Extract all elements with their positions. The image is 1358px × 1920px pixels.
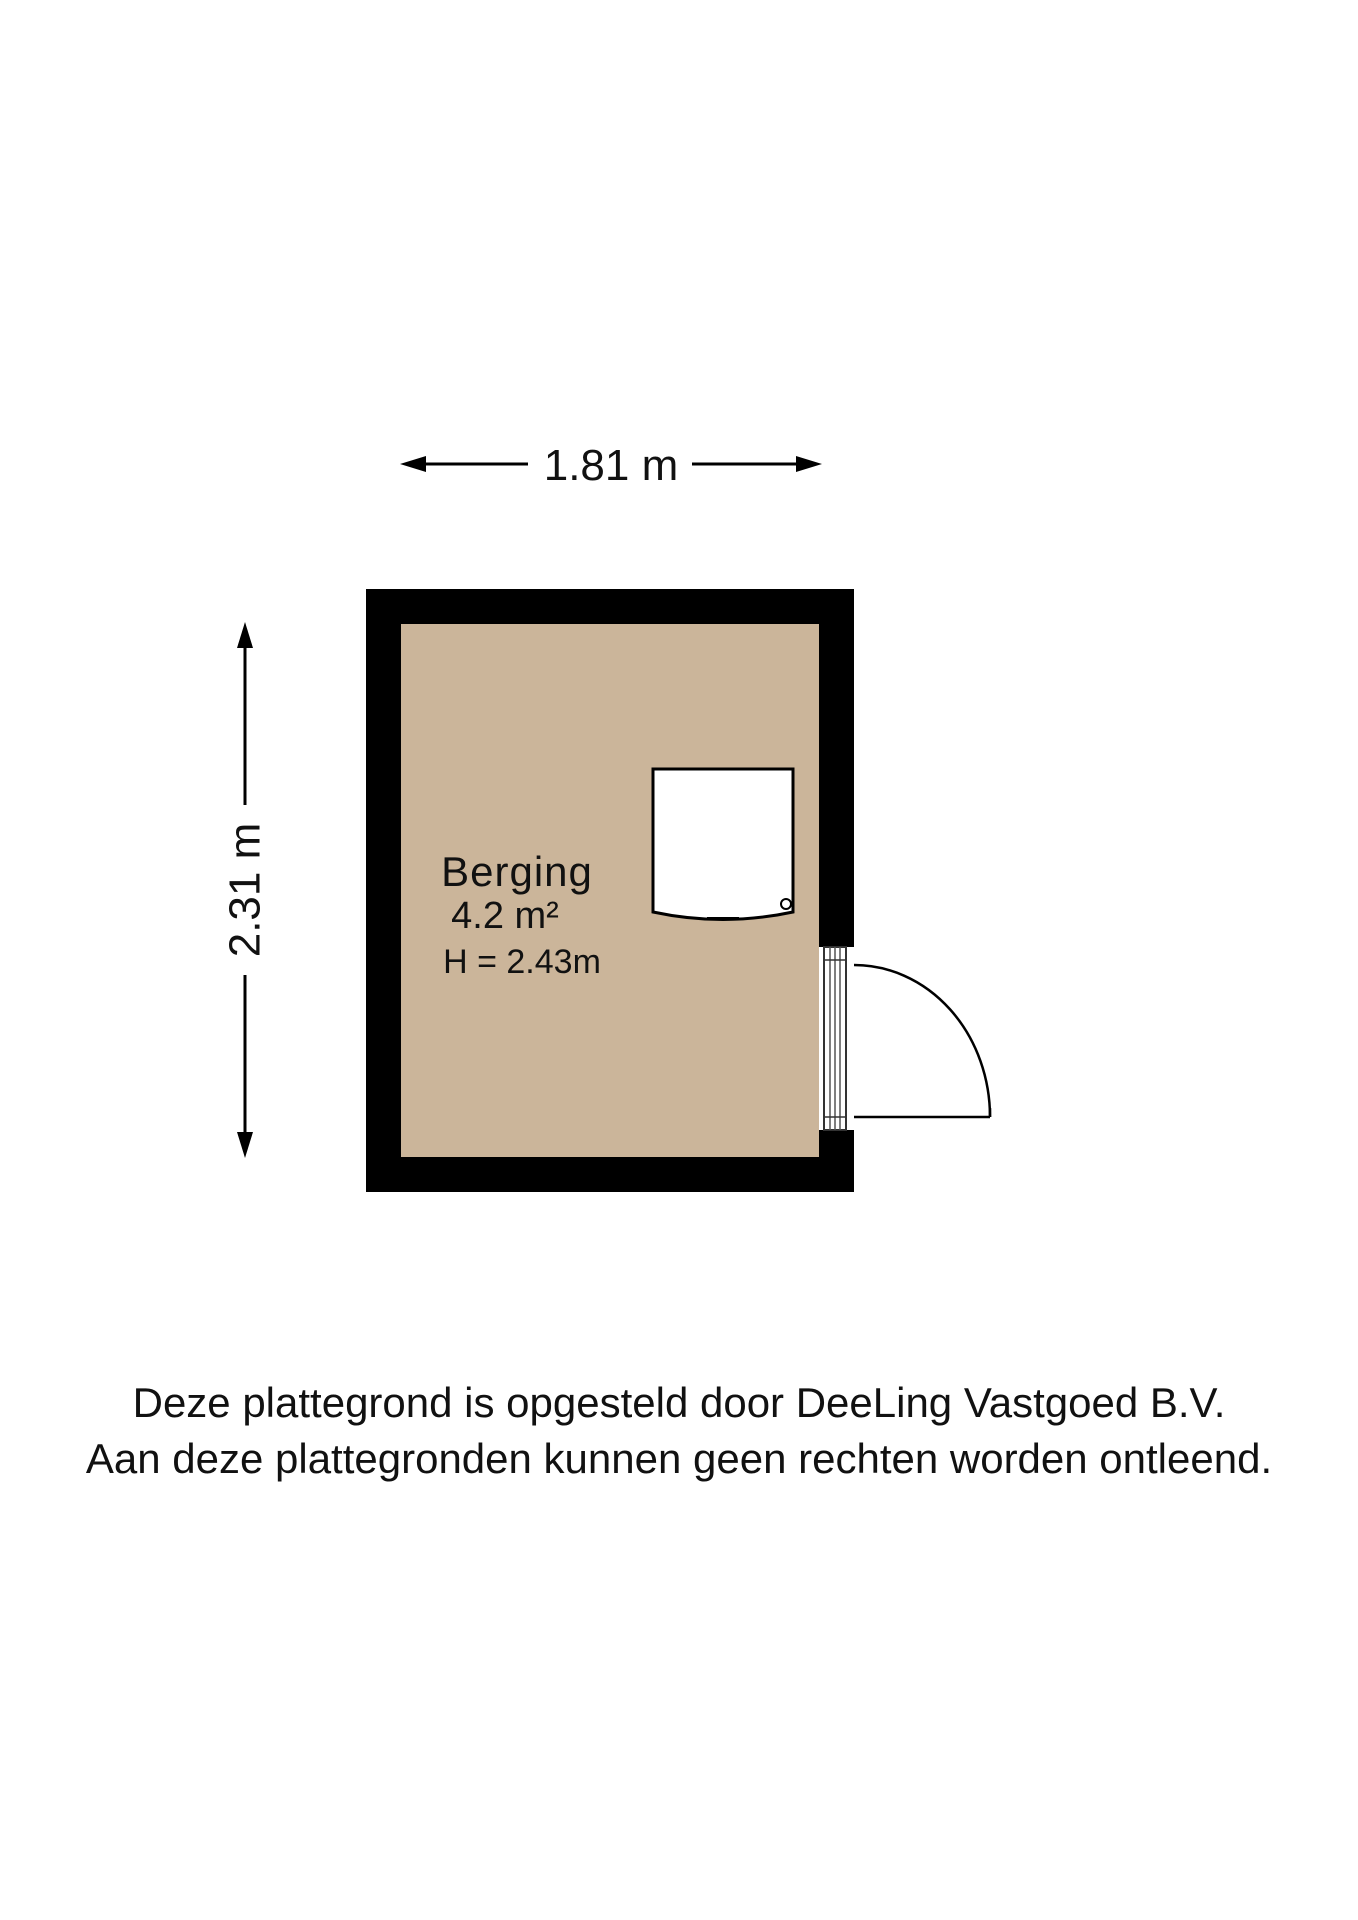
door-frame (824, 947, 846, 1130)
room-area: 4.2 m² (451, 895, 559, 937)
depth-dimension-label: 2.31 m (220, 822, 270, 958)
depth-arrow-bottom-icon (237, 1132, 253, 1158)
room-height: H = 2.43m (443, 943, 601, 981)
width-dimension-label: 1.81 m (543, 441, 679, 490)
width-dimension (400, 441, 822, 490)
width-arrow-left-icon (400, 456, 426, 472)
depth-arrow-top-icon (237, 622, 253, 648)
disclaimer-line-1: Deze plattegrond is opgesteld door DeeLing Vastgoed B.V. (132, 1379, 1226, 1426)
disclaimer (0, 1375, 1358, 1487)
room-name: Berging (441, 848, 593, 895)
width-arrow-right-icon (796, 456, 822, 472)
washing-machine-icon (653, 769, 793, 920)
door-swing-arc (854, 965, 990, 1117)
disclaimer-line-2: Aan deze plattegronden kunnen geen rechten worden ontleend. (85, 1435, 1273, 1482)
depth-dimension (221, 622, 270, 1158)
